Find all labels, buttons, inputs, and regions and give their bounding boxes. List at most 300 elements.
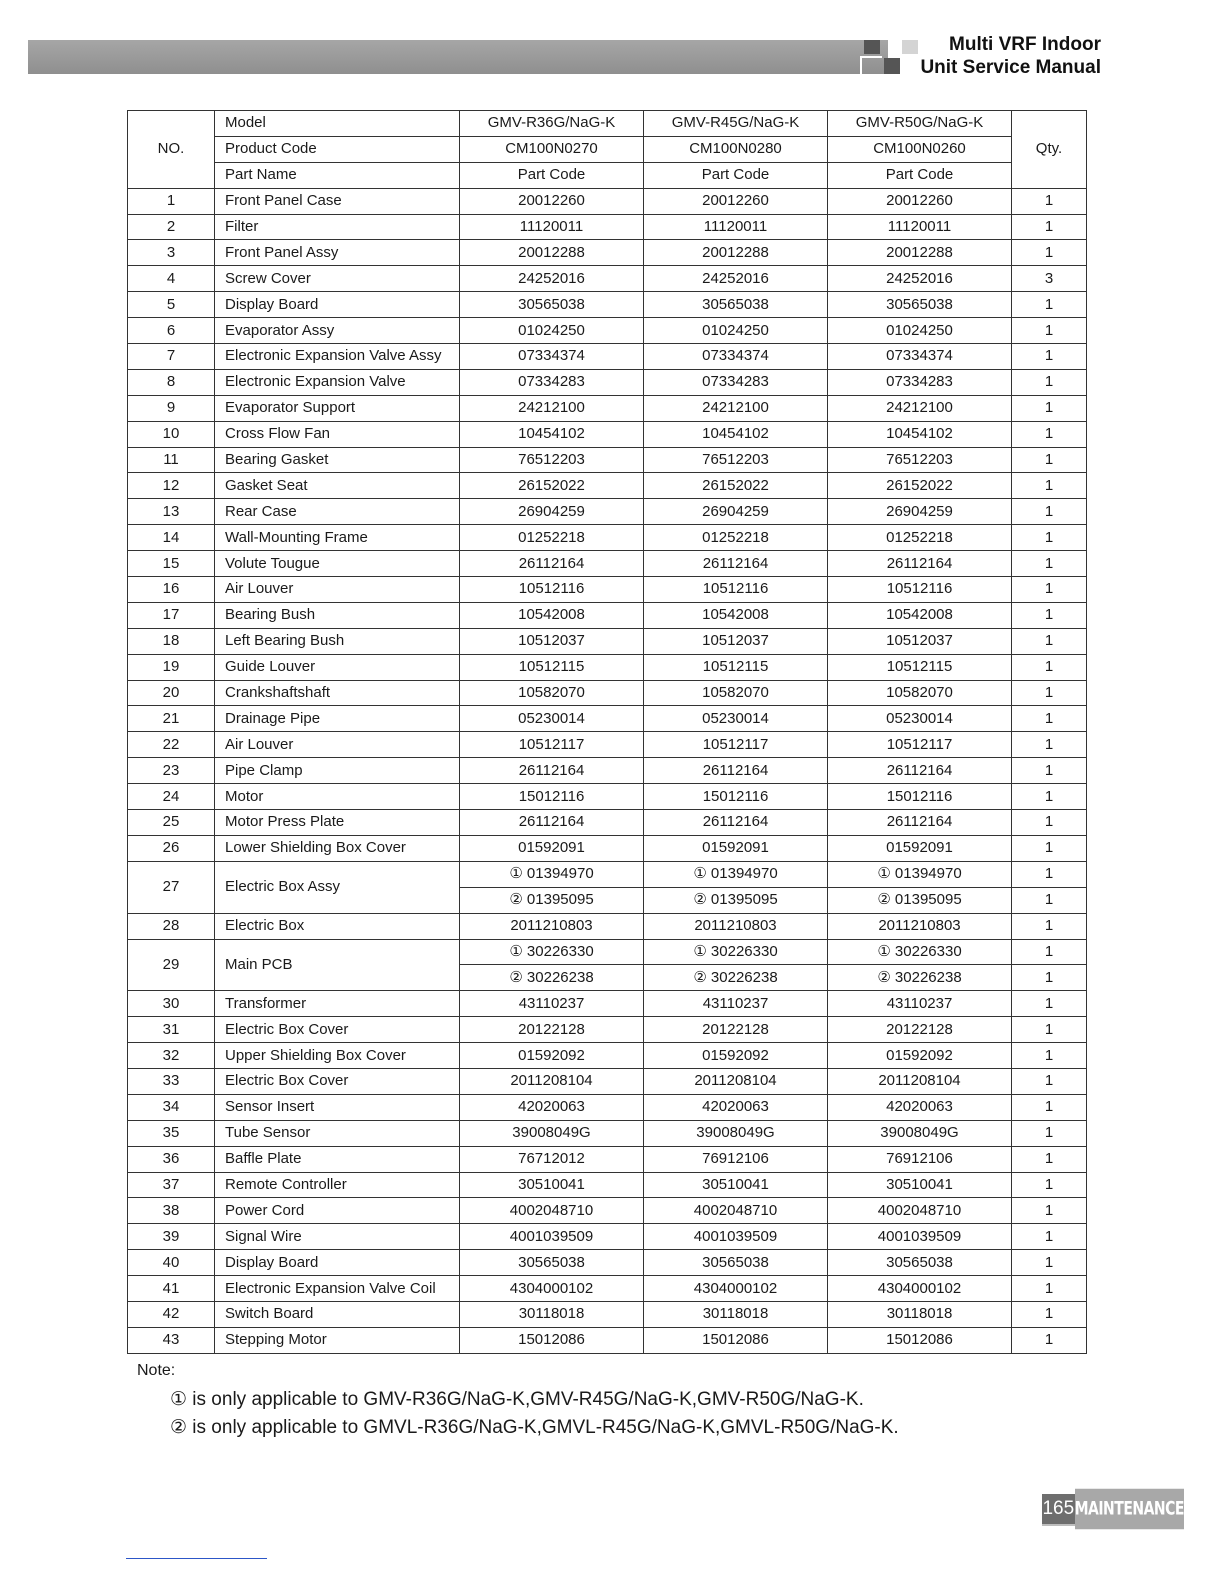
table-row	[128, 758, 1087, 784]
quantity: 1	[1012, 861, 1087, 887]
part-code: 20012260	[644, 188, 828, 214]
part-name: Air Louver	[215, 732, 460, 758]
part-code: 76512203	[828, 447, 1012, 473]
product-code-cell: CM100N0270	[460, 136, 644, 162]
part-code: 10542008	[644, 602, 828, 628]
table-row	[128, 1276, 1087, 1302]
part-code: 15012116	[828, 784, 1012, 810]
table-row	[128, 654, 1087, 680]
row-number: 17	[128, 602, 215, 628]
part-name: Main PCB	[215, 939, 460, 991]
part-name: Front Panel Assy	[215, 240, 460, 266]
table-row	[128, 706, 1087, 732]
row-number: 35	[128, 1120, 215, 1146]
part-code: 01024250	[828, 318, 1012, 344]
part-code: 4002048710	[644, 1198, 828, 1224]
quantity: 1	[1012, 240, 1087, 266]
header-row-product-code	[128, 136, 1087, 162]
part-code: ② 01395095	[644, 887, 828, 913]
part-code: 01592092	[644, 1043, 828, 1069]
row-number: 16	[128, 577, 215, 603]
part-code: 43110237	[460, 991, 644, 1017]
part-code: 26904259	[644, 499, 828, 525]
part-code: 10512037	[460, 628, 644, 654]
table-row	[128, 369, 1087, 395]
table-row	[128, 1043, 1087, 1069]
table-row	[128, 344, 1087, 370]
quantity: 1	[1012, 913, 1087, 939]
quantity: 1	[1012, 1224, 1087, 1250]
quantity: 1	[1012, 1327, 1087, 1353]
part-code: 26112164	[644, 551, 828, 577]
quantity: 1	[1012, 1172, 1087, 1198]
part-code: 20012260	[460, 188, 644, 214]
model-cell: GMV-R50G/NaG-K	[828, 111, 1012, 137]
part-code: 24212100	[828, 395, 1012, 421]
row-number: 31	[128, 1017, 215, 1043]
row-number: 40	[128, 1250, 215, 1276]
part-code: 30510041	[460, 1172, 644, 1198]
table-row	[128, 499, 1087, 525]
part-code: 39008049G	[644, 1120, 828, 1146]
part-name: Electronic Expansion Valve Assy	[215, 344, 460, 370]
quantity: 1	[1012, 784, 1087, 810]
part-name: Motor	[215, 784, 460, 810]
row-number: 12	[128, 473, 215, 499]
part-code: ① 30226330	[460, 939, 644, 965]
quantity: 1	[1012, 1043, 1087, 1069]
part-code: 4001039509	[828, 1224, 1012, 1250]
part-code: 2011208104	[644, 1068, 828, 1094]
row-number: 34	[128, 1094, 215, 1120]
part-code: 15012116	[644, 784, 828, 810]
quantity: 1	[1012, 1017, 1087, 1043]
part-code: 15012086	[828, 1327, 1012, 1353]
part-code: 20012260	[828, 188, 1012, 214]
row-number: 29	[128, 939, 215, 991]
page-number: 165	[1042, 1494, 1075, 1524]
quantity: 1	[1012, 680, 1087, 706]
part-name: Cross Flow Fan	[215, 421, 460, 447]
header-row-part-name	[128, 162, 1087, 188]
part-name: Baffle Plate	[215, 1146, 460, 1172]
part-code: 15012116	[460, 784, 644, 810]
quantity: 1	[1012, 835, 1087, 861]
part-name: Wall-Mounting Frame	[215, 525, 460, 551]
part-code: 30565038	[828, 1250, 1012, 1276]
part-code: 01592091	[644, 835, 828, 861]
part-name: Lower Shielding Box Cover	[215, 835, 460, 861]
part-code: ① 01394970	[460, 861, 644, 887]
part-code: 20122128	[460, 1017, 644, 1043]
note-line-2: ② is only applicable to GMVL-R36G/NaG-K,GMVL-R45G/NaG-K,GMVL-R50G/NaG-K.	[170, 1417, 899, 1438]
part-code: 4002048710	[460, 1198, 644, 1224]
quantity: 1	[1012, 706, 1087, 732]
part-code: 10512115	[460, 654, 644, 680]
quantity: 1	[1012, 214, 1087, 240]
part-name: Guide Louver	[215, 654, 460, 680]
row-number: 10	[128, 421, 215, 447]
part-code: 10512116	[828, 577, 1012, 603]
row-number: 18	[128, 628, 215, 654]
part-code: 42020063	[460, 1094, 644, 1120]
header-square-icon	[884, 58, 900, 74]
part-code: 30565038	[644, 292, 828, 318]
part-name: Evaporator Support	[215, 395, 460, 421]
part-name: Display Board	[215, 292, 460, 318]
page-footer-badge	[1042, 1494, 1184, 1526]
header-corner-line	[860, 56, 882, 74]
part-code: 42020063	[644, 1094, 828, 1120]
part-code: 2011208104	[828, 1068, 1012, 1094]
quantity: 1	[1012, 421, 1087, 447]
quantity: 1	[1012, 1276, 1087, 1302]
row-number: 33	[128, 1068, 215, 1094]
product-code-cell: CM100N0260	[828, 136, 1012, 162]
part-code: 15012086	[460, 1327, 644, 1353]
table-row	[128, 1301, 1087, 1327]
part-code: 2011208104	[460, 1068, 644, 1094]
table-row	[128, 1120, 1087, 1146]
table-row	[128, 577, 1087, 603]
part-code: 07334283	[460, 369, 644, 395]
part-name: Sensor Insert	[215, 1094, 460, 1120]
part-name: Upper Shielding Box Cover	[215, 1043, 460, 1069]
part-code: 01024250	[644, 318, 828, 344]
table-row	[128, 188, 1087, 214]
table-row	[128, 1017, 1087, 1043]
part-code: 2011210803	[828, 913, 1012, 939]
part-name: Screw Cover	[215, 266, 460, 292]
part-name: Gasket Seat	[215, 473, 460, 499]
part-code: 10512116	[644, 577, 828, 603]
part-code: 01252218	[828, 525, 1012, 551]
table-row	[128, 1327, 1087, 1353]
table-row	[128, 861, 1087, 887]
row-number: 36	[128, 1146, 215, 1172]
row-number: 13	[128, 499, 215, 525]
row-number: 37	[128, 1172, 215, 1198]
part-code: 05230014	[828, 706, 1012, 732]
table-row	[128, 1094, 1087, 1120]
part-code: ② 01395095	[828, 887, 1012, 913]
part-code: 26904259	[828, 499, 1012, 525]
part-name: Volute Tougue	[215, 551, 460, 577]
part-code: 20012288	[460, 240, 644, 266]
part-code: 20012288	[828, 240, 1012, 266]
part-code-label: Part Code	[460, 162, 644, 188]
row-number: 19	[128, 654, 215, 680]
quantity: 1	[1012, 1146, 1087, 1172]
part-code-label: Part Code	[644, 162, 828, 188]
part-code: 10454102	[460, 421, 644, 447]
part-code: 24252016	[644, 266, 828, 292]
quantity: 1	[1012, 1068, 1087, 1094]
part-code: 07334374	[460, 344, 644, 370]
part-code: 01252218	[460, 525, 644, 551]
table-row	[128, 551, 1087, 577]
quantity: 1	[1012, 344, 1087, 370]
row-number: 38	[128, 1198, 215, 1224]
header-row-model	[128, 111, 1087, 137]
part-name: Display Board	[215, 1250, 460, 1276]
row-number: 28	[128, 913, 215, 939]
section-label: MAINTENANCE	[1075, 1489, 1184, 1530]
part-code: 10582070	[460, 680, 644, 706]
row-number: 27	[128, 861, 215, 913]
model-label: Model	[215, 111, 460, 137]
quantity: 1	[1012, 1120, 1087, 1146]
part-code: ② 30226238	[460, 965, 644, 991]
part-code: 10512037	[644, 628, 828, 654]
part-code: 43110237	[644, 991, 828, 1017]
part-code: 26112164	[828, 551, 1012, 577]
quantity: 1	[1012, 1301, 1087, 1327]
part-name-label: Part Name	[215, 162, 460, 188]
table-row	[128, 602, 1087, 628]
part-code: 2011210803	[460, 913, 644, 939]
part-code-label: Part Code	[828, 162, 1012, 188]
part-name: Electric Box Assy	[215, 861, 460, 913]
part-code: 26112164	[460, 758, 644, 784]
manual-title-line1: Multi VRF Indoor	[949, 34, 1101, 55]
row-number: 2	[128, 214, 215, 240]
part-name: Electric Box	[215, 913, 460, 939]
part-code: 4304000102	[460, 1276, 644, 1302]
table-row	[128, 214, 1087, 240]
part-code: 01252218	[644, 525, 828, 551]
table-row	[128, 266, 1087, 292]
part-code: 26112164	[828, 810, 1012, 836]
quantity: 1	[1012, 318, 1087, 344]
quantity: 1	[1012, 732, 1087, 758]
table-row	[128, 628, 1087, 654]
part-code: 42020063	[828, 1094, 1012, 1120]
header-square-icon	[864, 40, 880, 54]
table-row	[128, 680, 1087, 706]
row-number: 20	[128, 680, 215, 706]
part-code: 2011210803	[644, 913, 828, 939]
part-code: 26904259	[460, 499, 644, 525]
manual-title-line2: Unit Service Manual	[920, 57, 1101, 78]
part-name: Tube Sensor	[215, 1120, 460, 1146]
table-row	[128, 421, 1087, 447]
quantity: 1	[1012, 577, 1087, 603]
part-code: 26152022	[644, 473, 828, 499]
row-number: 39	[128, 1224, 215, 1250]
row-number: 3	[128, 240, 215, 266]
part-code: 10582070	[828, 680, 1012, 706]
part-name: Pipe Clamp	[215, 758, 460, 784]
part-code: 10512115	[828, 654, 1012, 680]
part-code: 43110237	[828, 991, 1012, 1017]
row-number: 24	[128, 784, 215, 810]
part-code: 76712012	[460, 1146, 644, 1172]
part-code: 20012288	[644, 240, 828, 266]
part-name: Evaporator Assy	[215, 318, 460, 344]
part-code: 26112164	[460, 551, 644, 577]
table-row	[128, 1250, 1087, 1276]
part-code: 10512117	[460, 732, 644, 758]
row-number: 25	[128, 810, 215, 836]
part-name: Electric Box Cover	[215, 1017, 460, 1043]
part-name: Transformer	[215, 991, 460, 1017]
part-code: 20122128	[644, 1017, 828, 1043]
part-code: 11120011	[828, 214, 1012, 240]
part-code: 26152022	[460, 473, 644, 499]
part-code: 10512117	[828, 732, 1012, 758]
table-row	[128, 913, 1087, 939]
row-number: 11	[128, 447, 215, 473]
part-code: 26112164	[644, 810, 828, 836]
part-code: 30565038	[644, 1250, 828, 1276]
quantity: 1	[1012, 525, 1087, 551]
quantity: 1	[1012, 473, 1087, 499]
row-number: 8	[128, 369, 215, 395]
table-row	[128, 1198, 1087, 1224]
part-code: 4001039509	[460, 1224, 644, 1250]
product-code-cell: CM100N0280	[644, 136, 828, 162]
part-code: ② 30226238	[828, 965, 1012, 991]
quantity: 1	[1012, 1250, 1087, 1276]
table-row	[128, 473, 1087, 499]
header-bar	[28, 40, 888, 74]
part-code: 26112164	[828, 758, 1012, 784]
table-row	[128, 1224, 1087, 1250]
row-number: 43	[128, 1327, 215, 1353]
table-row	[128, 1146, 1087, 1172]
part-code: 10542008	[460, 602, 644, 628]
part-name: Electric Box Cover	[215, 1068, 460, 1094]
row-number: 6	[128, 318, 215, 344]
row-number: 22	[128, 732, 215, 758]
part-code: ② 01395095	[460, 887, 644, 913]
row-number: 14	[128, 525, 215, 551]
quantity: 1	[1012, 1094, 1087, 1120]
table-row	[128, 318, 1087, 344]
row-number: 1	[128, 188, 215, 214]
part-code: ① 30226330	[828, 939, 1012, 965]
part-code: 30118018	[828, 1301, 1012, 1327]
part-name: Drainage Pipe	[215, 706, 460, 732]
parts-table	[127, 110, 1087, 1354]
table-row	[128, 395, 1087, 421]
part-name: Bearing Gasket	[215, 447, 460, 473]
quantity: 1	[1012, 369, 1087, 395]
row-number: 26	[128, 835, 215, 861]
row-number: 7	[128, 344, 215, 370]
note-label: Note:	[137, 1362, 176, 1379]
quantity: 1	[1012, 292, 1087, 318]
row-number: 21	[128, 706, 215, 732]
part-code: 07334374	[644, 344, 828, 370]
part-code: 30118018	[644, 1301, 828, 1327]
part-code: 10454102	[828, 421, 1012, 447]
part-name: Electronic Expansion Valve	[215, 369, 460, 395]
part-code: 26112164	[644, 758, 828, 784]
quantity: 1	[1012, 499, 1087, 525]
part-code: 39008049G	[460, 1120, 644, 1146]
part-code: 30565038	[828, 292, 1012, 318]
part-name: Filter	[215, 214, 460, 240]
row-number: 42	[128, 1301, 215, 1327]
part-code: 30565038	[460, 1250, 644, 1276]
quantity: 1	[1012, 1198, 1087, 1224]
part-name: Left Bearing Bush	[215, 628, 460, 654]
part-code: 4304000102	[828, 1276, 1012, 1302]
part-code: 39008049G	[828, 1120, 1012, 1146]
part-name: Crankshaftshaft	[215, 680, 460, 706]
table-row	[128, 292, 1087, 318]
table-row	[128, 240, 1087, 266]
part-code: 10512115	[644, 654, 828, 680]
quantity: 1	[1012, 602, 1087, 628]
part-code: 24252016	[460, 266, 644, 292]
footer-link-line	[126, 1558, 267, 1559]
part-name: Bearing Bush	[215, 602, 460, 628]
table-row	[128, 447, 1087, 473]
part-code: 07334374	[828, 344, 1012, 370]
table-row	[128, 784, 1087, 810]
part-code: ① 30226330	[644, 939, 828, 965]
part-code: 24212100	[460, 395, 644, 421]
part-name: Electronic Expansion Valve Coil	[215, 1276, 460, 1302]
quantity: 1	[1012, 758, 1087, 784]
part-name: Power Cord	[215, 1198, 460, 1224]
part-code: 24252016	[828, 266, 1012, 292]
model-cell: GMV-R45G/NaG-K	[644, 111, 828, 137]
part-code: 76512203	[460, 447, 644, 473]
part-name: Motor Press Plate	[215, 810, 460, 836]
part-name: Stepping Motor	[215, 1327, 460, 1353]
no-header: NO.	[128, 111, 215, 189]
row-number: 4	[128, 266, 215, 292]
part-code: 10582070	[644, 680, 828, 706]
row-number: 15	[128, 551, 215, 577]
part-code: 01024250	[460, 318, 644, 344]
part-code: 76912106	[644, 1146, 828, 1172]
part-code: 26152022	[828, 473, 1012, 499]
part-code: 10454102	[644, 421, 828, 447]
part-code: 10512117	[644, 732, 828, 758]
part-code: 01592092	[460, 1043, 644, 1069]
table-row	[128, 810, 1087, 836]
table-row	[128, 1172, 1087, 1198]
part-name: Air Louver	[215, 577, 460, 603]
part-name: Signal Wire	[215, 1224, 460, 1250]
part-code: 05230014	[644, 706, 828, 732]
table-row	[128, 835, 1087, 861]
quantity: 1	[1012, 188, 1087, 214]
part-code: ① 01394970	[828, 861, 1012, 887]
row-number: 30	[128, 991, 215, 1017]
table-row	[128, 991, 1087, 1017]
part-code: 26112164	[460, 810, 644, 836]
table-row	[128, 525, 1087, 551]
part-code: 4002048710	[828, 1198, 1012, 1224]
table-row	[128, 939, 1087, 965]
part-code: 30118018	[460, 1301, 644, 1327]
row-number: 9	[128, 395, 215, 421]
part-code: 07334283	[828, 369, 1012, 395]
part-name: Rear Case	[215, 499, 460, 525]
part-code: 30510041	[644, 1172, 828, 1198]
part-code: 01592091	[828, 835, 1012, 861]
part-code: 30565038	[460, 292, 644, 318]
quantity: 1	[1012, 628, 1087, 654]
part-code: ② 30226238	[644, 965, 828, 991]
part-code: 76912106	[828, 1146, 1012, 1172]
